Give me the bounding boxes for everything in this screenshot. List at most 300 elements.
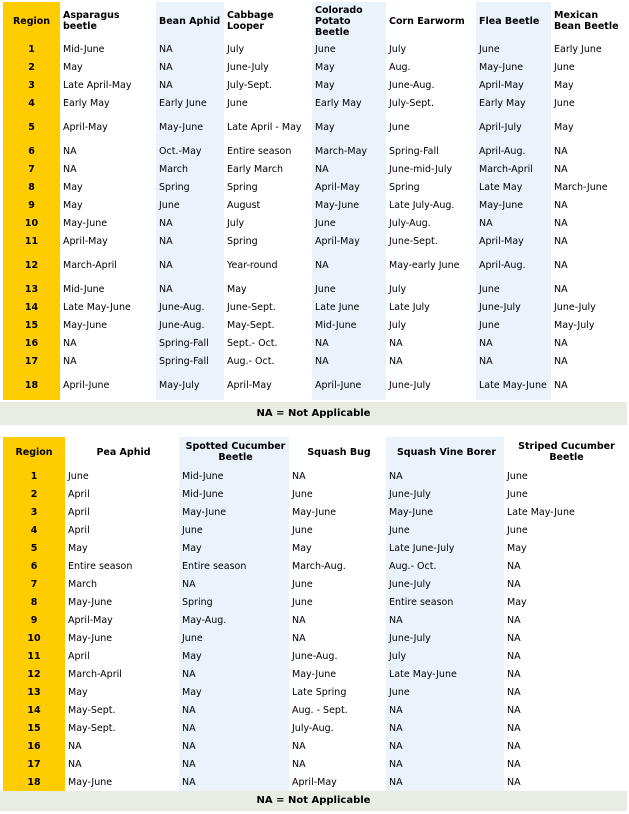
table-row xyxy=(3,773,626,791)
table-cell: April-May xyxy=(312,178,386,196)
table-cell: Spring xyxy=(224,232,312,250)
table-cell: July-Aug. xyxy=(289,719,386,737)
table-cell: Late April - May xyxy=(224,112,312,142)
table-cell: NA xyxy=(551,160,626,178)
table-row xyxy=(3,701,626,719)
table-cell: NA xyxy=(476,334,551,352)
table-cell: May xyxy=(504,539,626,557)
table-cell: June xyxy=(386,112,476,142)
table-cell: May-June xyxy=(312,196,386,214)
table-cell: July xyxy=(386,40,476,58)
table-cell: NA xyxy=(179,719,289,737)
table-cell: June xyxy=(386,683,504,701)
table-cell: June xyxy=(156,196,224,214)
table-cell: NA xyxy=(504,701,626,719)
region-cell: 7 xyxy=(3,160,60,178)
table-cell: June xyxy=(179,521,289,539)
table-row xyxy=(3,485,626,503)
column-header: Asparagus beetle xyxy=(60,2,156,40)
table-cell: NA xyxy=(386,701,504,719)
table-cell: June-July xyxy=(476,298,551,316)
table-cell: May xyxy=(312,58,386,76)
insect-table-2 xyxy=(3,437,626,791)
table-cell: NA xyxy=(60,334,156,352)
na-footnote: NA = Not Applicable xyxy=(0,402,627,425)
table-cell: Mid-June xyxy=(60,280,156,298)
table-cell: Late April-May xyxy=(60,76,156,94)
table-cell: NA xyxy=(551,250,626,280)
table-row xyxy=(3,316,626,334)
table-cell: Late June xyxy=(312,298,386,316)
table-cell: May-June xyxy=(65,593,179,611)
table-cell: March-April xyxy=(65,665,179,683)
table-cell: March-April xyxy=(60,250,156,280)
table-cell: June xyxy=(224,94,312,112)
table-row xyxy=(3,298,626,316)
table-cell: Spring xyxy=(386,178,476,196)
table-cell: May xyxy=(179,647,289,665)
table-cell: May xyxy=(551,112,626,142)
table-cell: July xyxy=(224,40,312,58)
table-row xyxy=(3,58,626,76)
table-cell: May-June xyxy=(60,316,156,334)
table-cell: NA xyxy=(179,665,289,683)
table-cell: June xyxy=(476,40,551,58)
table-cell: June xyxy=(289,593,386,611)
table-cell: NA xyxy=(504,683,626,701)
table-cell: June xyxy=(312,214,386,232)
table-cell: May-July xyxy=(156,370,224,400)
table-cell: NA xyxy=(551,370,626,400)
table-cell: April-May xyxy=(312,232,386,250)
table-cell: June-July xyxy=(386,485,504,503)
table-cell: July-Sept. xyxy=(224,76,312,94)
table-cell: Spring-Fall xyxy=(386,142,476,160)
table-cell: April-Aug. xyxy=(476,142,551,160)
table-cell: May-early June xyxy=(386,250,476,280)
table-cell: March-Aug. xyxy=(289,557,386,575)
table-row xyxy=(3,737,626,755)
table-cell: Spring xyxy=(179,593,289,611)
table-cell: Spring xyxy=(156,178,224,196)
table-row xyxy=(3,557,626,575)
table-row xyxy=(3,232,626,250)
table-row xyxy=(3,40,626,58)
table-cell: May-June xyxy=(289,503,386,521)
table-cell: NA xyxy=(289,611,386,629)
table-cell: June xyxy=(504,485,626,503)
table-cell: Early May xyxy=(60,94,156,112)
table-cell: NA xyxy=(504,737,626,755)
table-cell: NA xyxy=(312,160,386,178)
table-cell: NA xyxy=(179,755,289,773)
region-cell: 18 xyxy=(3,370,60,400)
table-cell: May xyxy=(224,280,312,298)
table-cell: June xyxy=(551,58,626,76)
table-cell: Aug.- Oct. xyxy=(386,557,504,575)
region-cell: 4 xyxy=(3,94,60,112)
table-cell: May-Aug. xyxy=(179,611,289,629)
table-cell: Entire season xyxy=(386,593,504,611)
table-cell: NA xyxy=(386,737,504,755)
table-cell: Entire season xyxy=(65,557,179,575)
region-cell: 6 xyxy=(3,142,60,160)
table-cell: Mid-June xyxy=(179,467,289,485)
table-cell: April xyxy=(65,503,179,521)
table-cell: NA xyxy=(60,142,156,160)
table-cell: May-Sept. xyxy=(65,701,179,719)
table-cell: Late May-June xyxy=(386,665,504,683)
table-cell: NA xyxy=(551,214,626,232)
column-header: Pea Aphid xyxy=(65,437,179,467)
table-cell: March xyxy=(65,575,179,593)
table-cell: June xyxy=(504,521,626,539)
table-cell: NA xyxy=(156,232,224,250)
region-cell: 2 xyxy=(3,485,65,503)
region-cell: 17 xyxy=(3,755,65,773)
region-cell: 8 xyxy=(3,178,60,196)
table-cell: Late May-June xyxy=(60,298,156,316)
table-cell: June xyxy=(312,280,386,298)
table-cell: June xyxy=(386,521,504,539)
region-cell: 16 xyxy=(3,737,65,755)
table-row xyxy=(3,521,626,539)
table-cell: June-Aug. xyxy=(156,298,224,316)
table-cell: August xyxy=(224,196,312,214)
table-row xyxy=(3,352,626,370)
table-cell: Oct.-May xyxy=(156,142,224,160)
region-cell: 10 xyxy=(3,214,60,232)
table-cell: April-May xyxy=(60,232,156,250)
table-cell: NA xyxy=(476,214,551,232)
na-footnote: NA = Not Applicable xyxy=(0,791,627,811)
table-cell: April-May xyxy=(476,76,551,94)
table-cell: NA xyxy=(289,467,386,485)
table-cell: May xyxy=(289,539,386,557)
table-row xyxy=(3,250,626,280)
table-row xyxy=(3,719,626,737)
table-row xyxy=(3,334,626,352)
table-cell: Spring-Fall xyxy=(156,352,224,370)
table-cell: NA xyxy=(60,160,156,178)
insect-table-1 xyxy=(3,2,626,400)
region-cell: 8 xyxy=(3,593,65,611)
table-cell: April-June xyxy=(312,370,386,400)
table-cell: May-June xyxy=(289,665,386,683)
table-cell: June xyxy=(65,467,179,485)
table-cell: May-June xyxy=(476,196,551,214)
table-cell: June-July xyxy=(386,629,504,647)
region-cell: 5 xyxy=(3,539,65,557)
table-cell: March-June xyxy=(551,178,626,196)
table-cell: July xyxy=(386,316,476,334)
table-cell: June xyxy=(476,316,551,334)
column-header: Mexican Bean Beetle xyxy=(551,2,626,40)
table-cell: May xyxy=(60,178,156,196)
table-cell: Aug.- Oct. xyxy=(224,352,312,370)
table-cell: July xyxy=(224,214,312,232)
table-row xyxy=(3,665,626,683)
table-cell: June-July xyxy=(386,575,504,593)
table-cell: NA xyxy=(504,665,626,683)
table-cell: March xyxy=(156,160,224,178)
table-cell: May-July xyxy=(551,316,626,334)
table-row xyxy=(3,503,626,521)
table-cell: April-Aug. xyxy=(476,250,551,280)
region-cell: 6 xyxy=(3,557,65,575)
table-row xyxy=(3,647,626,665)
table-row xyxy=(3,160,626,178)
column-header: Squash Vine Borer xyxy=(386,437,504,467)
table-cell: June-mid-July xyxy=(386,160,476,178)
table-cell: Early June xyxy=(551,40,626,58)
table-cell: NA xyxy=(504,611,626,629)
table-cell: Early March xyxy=(224,160,312,178)
region-cell: 13 xyxy=(3,683,65,701)
table-cell: May xyxy=(312,76,386,94)
region-cell: 3 xyxy=(3,76,60,94)
table-cell: May xyxy=(179,539,289,557)
table-cell: May xyxy=(60,196,156,214)
table-cell: June xyxy=(179,629,289,647)
table-header-row xyxy=(3,2,626,40)
table-cell: May-June xyxy=(179,503,289,521)
table-cell: NA xyxy=(156,76,224,94)
table-cell: April-May xyxy=(476,232,551,250)
table-cell: May-June xyxy=(60,214,156,232)
table-cell: May-Sept. xyxy=(65,719,179,737)
table-cell: NA xyxy=(386,755,504,773)
table-cell: May xyxy=(551,76,626,94)
table-row xyxy=(3,214,626,232)
table-cell: May-Sept. xyxy=(224,316,312,334)
table-cell: NA xyxy=(386,719,504,737)
table-cell: NA xyxy=(179,737,289,755)
table-cell: June-July xyxy=(224,58,312,76)
table-cell: NA xyxy=(504,575,626,593)
table-cell: Late May xyxy=(476,178,551,196)
table-row xyxy=(3,196,626,214)
table-row xyxy=(3,178,626,196)
table-row xyxy=(3,467,626,485)
table-cell: March-April xyxy=(476,160,551,178)
region-cell: 11 xyxy=(3,232,60,250)
table-cell: April xyxy=(65,647,179,665)
table-cell: NA xyxy=(179,575,289,593)
region-header: Region xyxy=(3,437,65,467)
table-cell: NA xyxy=(289,755,386,773)
table-cell: July xyxy=(386,647,504,665)
table-cell: NA xyxy=(504,773,626,791)
column-header: Spotted Cucumber Beetle xyxy=(179,437,289,467)
table-cell: NA xyxy=(504,647,626,665)
table-cell: Spring xyxy=(224,178,312,196)
table-cell: NA xyxy=(386,773,504,791)
table-cell: June xyxy=(289,521,386,539)
table-cell: April-June xyxy=(60,370,156,400)
table-row xyxy=(3,629,626,647)
table-row xyxy=(3,280,626,298)
region-cell: 7 xyxy=(3,575,65,593)
table-cell: April xyxy=(65,521,179,539)
table-cell: Mid-June xyxy=(179,485,289,503)
region-cell: 9 xyxy=(3,196,60,214)
table-cell: June xyxy=(289,485,386,503)
region-cell: 2 xyxy=(3,58,60,76)
column-header: Cabbage Looper xyxy=(224,2,312,40)
table-cell: June xyxy=(504,467,626,485)
region-cell: 17 xyxy=(3,352,60,370)
column-header: Colorado Potato Beetle xyxy=(312,2,386,40)
table-cell: NA xyxy=(504,629,626,647)
table-cell: June-Aug. xyxy=(156,316,224,334)
table-cell: NA xyxy=(476,352,551,370)
table-cell: May xyxy=(65,683,179,701)
table-cell: NA xyxy=(504,719,626,737)
table-cell: NA xyxy=(156,214,224,232)
table-cell: NA xyxy=(386,352,476,370)
region-cell: 14 xyxy=(3,298,60,316)
table-cell: NA xyxy=(551,352,626,370)
table-cell: Late July xyxy=(386,298,476,316)
table-cell: Entire season xyxy=(179,557,289,575)
table-cell: May-June xyxy=(65,629,179,647)
table-cell: NA xyxy=(179,773,289,791)
table-cell: Late May-June xyxy=(504,503,626,521)
table-cell: NA xyxy=(156,58,224,76)
table-row xyxy=(3,76,626,94)
region-cell: 10 xyxy=(3,629,65,647)
region-cell: 12 xyxy=(3,250,60,280)
region-cell: 1 xyxy=(3,467,65,485)
table-cell: June xyxy=(312,40,386,58)
table-cell: NA xyxy=(156,250,224,280)
table-cell: March-May xyxy=(312,142,386,160)
table-cell: May xyxy=(504,593,626,611)
table-row xyxy=(3,539,626,557)
table-cell: NA xyxy=(386,611,504,629)
table-cell: July-Aug. xyxy=(386,214,476,232)
table-cell: Late May-June xyxy=(476,370,551,400)
table-cell: June-Aug. xyxy=(289,647,386,665)
table-cell: Entire season xyxy=(224,142,312,160)
table-cell: Late Spring xyxy=(289,683,386,701)
table-row xyxy=(3,370,626,400)
table-cell: Aug. xyxy=(386,58,476,76)
table-cell: Early June xyxy=(156,94,224,112)
table-cell: Late June-July xyxy=(386,539,504,557)
table-cell: Mid-June xyxy=(312,316,386,334)
table-cell: June-Sept. xyxy=(224,298,312,316)
column-header: Corn Earworm xyxy=(386,2,476,40)
table-cell: May-June xyxy=(65,773,179,791)
table-cell: May xyxy=(179,683,289,701)
table-cell: April-May xyxy=(289,773,386,791)
table-cell: May xyxy=(65,539,179,557)
column-header: Squash Bug xyxy=(289,437,386,467)
column-header: Flea Beetle xyxy=(476,2,551,40)
table-cell: NA xyxy=(156,280,224,298)
table-cell: NA xyxy=(289,737,386,755)
table-row xyxy=(3,112,626,142)
table-cell: NA xyxy=(65,755,179,773)
table-cell: Aug. - Sept. xyxy=(289,701,386,719)
table-cell: NA xyxy=(504,755,626,773)
table-row xyxy=(3,94,626,112)
table-cell: Mid-June xyxy=(60,40,156,58)
table-cell: July-Sept. xyxy=(386,94,476,112)
table-cell: Early May xyxy=(312,94,386,112)
table-cell: April xyxy=(65,485,179,503)
table-row xyxy=(3,593,626,611)
region-cell: 4 xyxy=(3,521,65,539)
region-cell: 18 xyxy=(3,773,65,791)
table-cell: NA xyxy=(289,629,386,647)
region-cell: 5 xyxy=(3,112,60,142)
table-cell: May xyxy=(60,58,156,76)
region-header: Region xyxy=(3,2,60,40)
table-cell: June-July xyxy=(386,370,476,400)
table-cell: May-June xyxy=(156,112,224,142)
table-row xyxy=(3,142,626,160)
table-cell: April-July xyxy=(476,112,551,142)
table-cell: April-May xyxy=(65,611,179,629)
table-cell: April-May xyxy=(60,112,156,142)
region-cell: 3 xyxy=(3,503,65,521)
table-cell: Early May xyxy=(476,94,551,112)
table-cell: NA xyxy=(551,280,626,298)
region-cell: 14 xyxy=(3,701,65,719)
table-cell: July xyxy=(386,280,476,298)
table-cell: May xyxy=(312,112,386,142)
table-cell: Year-round xyxy=(224,250,312,280)
region-cell: 11 xyxy=(3,647,65,665)
region-cell: 13 xyxy=(3,280,60,298)
column-header: Striped Cucumber Beetle xyxy=(504,437,626,467)
table-row xyxy=(3,611,626,629)
column-header: Bean Aphid xyxy=(156,2,224,40)
table-cell: NA xyxy=(551,142,626,160)
table-cell: NA xyxy=(179,701,289,719)
region-cell: 12 xyxy=(3,665,65,683)
table-cell: NA xyxy=(156,40,224,58)
table-cell: June-Sept. xyxy=(386,232,476,250)
table-cell: June-Aug. xyxy=(386,76,476,94)
table-cell: May-June xyxy=(476,58,551,76)
table-cell: NA xyxy=(386,467,504,485)
table-cell: May-June xyxy=(386,503,504,521)
table-cell: NA xyxy=(386,334,476,352)
table-cell: NA xyxy=(312,250,386,280)
table-row xyxy=(3,683,626,701)
table-cell: NA xyxy=(551,232,626,250)
table-cell: NA xyxy=(312,334,386,352)
region-cell: 1 xyxy=(3,40,60,58)
table-cell: June xyxy=(476,280,551,298)
table-cell: Sept.- Oct. xyxy=(224,334,312,352)
table-cell: June xyxy=(289,575,386,593)
table-header-row xyxy=(3,437,626,467)
table-cell: April-May xyxy=(224,370,312,400)
region-cell: 15 xyxy=(3,316,60,334)
region-cell: 9 xyxy=(3,611,65,629)
table-cell: NA xyxy=(65,737,179,755)
table-row xyxy=(3,575,626,593)
table-row xyxy=(3,755,626,773)
table-cell: June-July xyxy=(551,298,626,316)
table-cell: NA xyxy=(312,352,386,370)
region-cell: 15 xyxy=(3,719,65,737)
